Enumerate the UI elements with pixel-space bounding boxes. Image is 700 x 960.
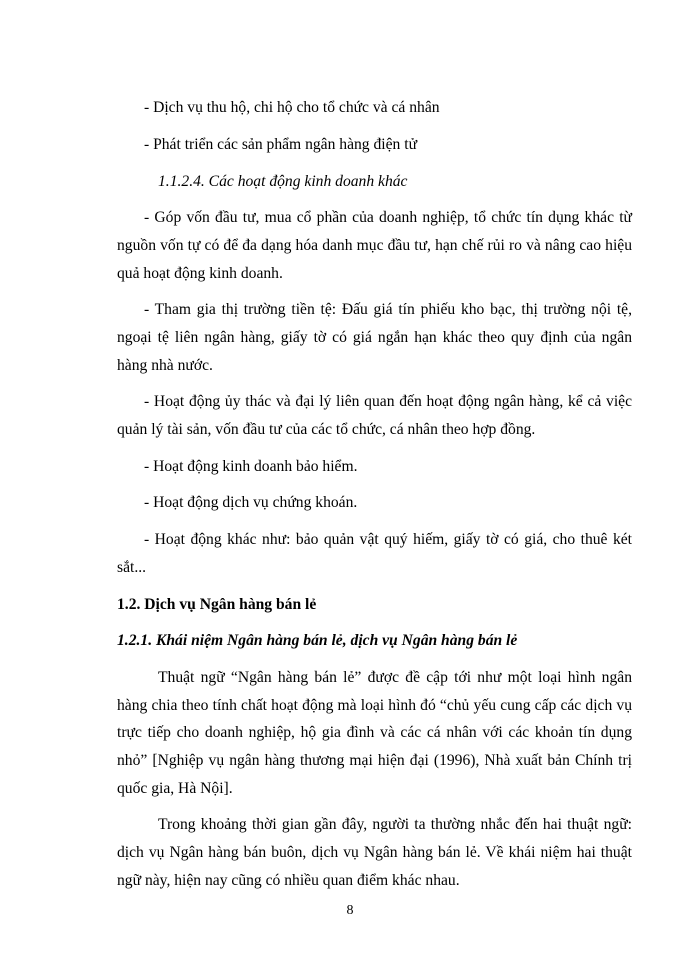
page-body <box>117 94 632 903</box>
page-number: 8 <box>346 903 354 918</box>
bullet-electronic-banking: - Phát triển các sản phẩm ngân hàng điện tử <box>144 135 418 153</box>
section-heading: 1.2. Dịch vụ Ngân hàng bán lẻ <box>117 595 317 613</box>
paragraph-capital-contribution: - Góp vốn đầu tư, mua cổ phần của doanh nghiệp, tổ chức tín dụng khác từ nguồn vốn tự có để đa dạng hóa danh mục đầu tư, hạn chế rủi ro và nâng cao hiệu quả hoạt động kinh doanh. <box>117 209 632 282</box>
bullet-collection-services: - Dịch vụ thu hộ, chi hộ cho tổ chức và cá nhân <box>144 99 440 116</box>
bullet-insurance: - Hoạt động kinh doanh bảo hiểm. <box>144 457 358 475</box>
paragraph-other-activities: - Hoạt động khác như: bảo quản vật quý hiếm, giấy tờ có giá, cho thuê két sắt... <box>117 531 632 576</box>
bullet-securities: - Hoạt động dịch vụ chứng khoán. <box>144 494 358 512</box>
subsection-heading: 1.2.1. Khái niệm Ngân hàng bán lẻ, dịch vụ Ngân hàng bán lẻ <box>117 632 518 650</box>
subsection-other-activities: 1.1.2.4. Các hoạt động kinh doanh khác <box>158 172 408 190</box>
paragraph-trust-agency: - Hoạt động ủy thác và đại lý liên quan đến hoạt động ngân hàng, kể cả việc quản lý tài sản, vốn đầu tư của các tổ chức, cá nhân theo hợp đồng. <box>117 393 632 438</box>
paragraph-retail-wholesale-terms: Trong khoảng thời gian gần đây, người ta thường nhắc đến hai thuật ngữ: dịch vụ Ngân hàng bán buôn, dịch vụ Ngân hàng bán lẻ. Về khái niệm hai thuật ngữ này, hiện nay cũng có nhiều quan điểm khác nhau. <box>117 816 632 889</box>
paragraph-money-market: - Tham gia thị trường tiền tệ: Đấu giá tín phiếu kho bạc, thị trường nội tệ, ngoại tệ liên ngân hàng, giấy tờ có giá ngắn hạn khác theo quy định của ngân hàng nhà nước. <box>117 301 632 374</box>
paragraph-retail-banking-definition: Thuật ngữ “Ngân hàng bán lẻ” được đề cập tới như một loại hình ngân hàng chia theo tính chất hoạt động mà loại hình đó “chủ yếu cung cấp các dịch vụ trực tiếp cho doanh nghiệp, hộ gia đình và các cá nhân với các khoản tín dụng nhỏ” [Nghiệp vụ ngân hàng thương mại hiện đại (1996), Nhà xuất bản Chính trị quốc gia, Hà Nội]. <box>117 669 632 797</box>
